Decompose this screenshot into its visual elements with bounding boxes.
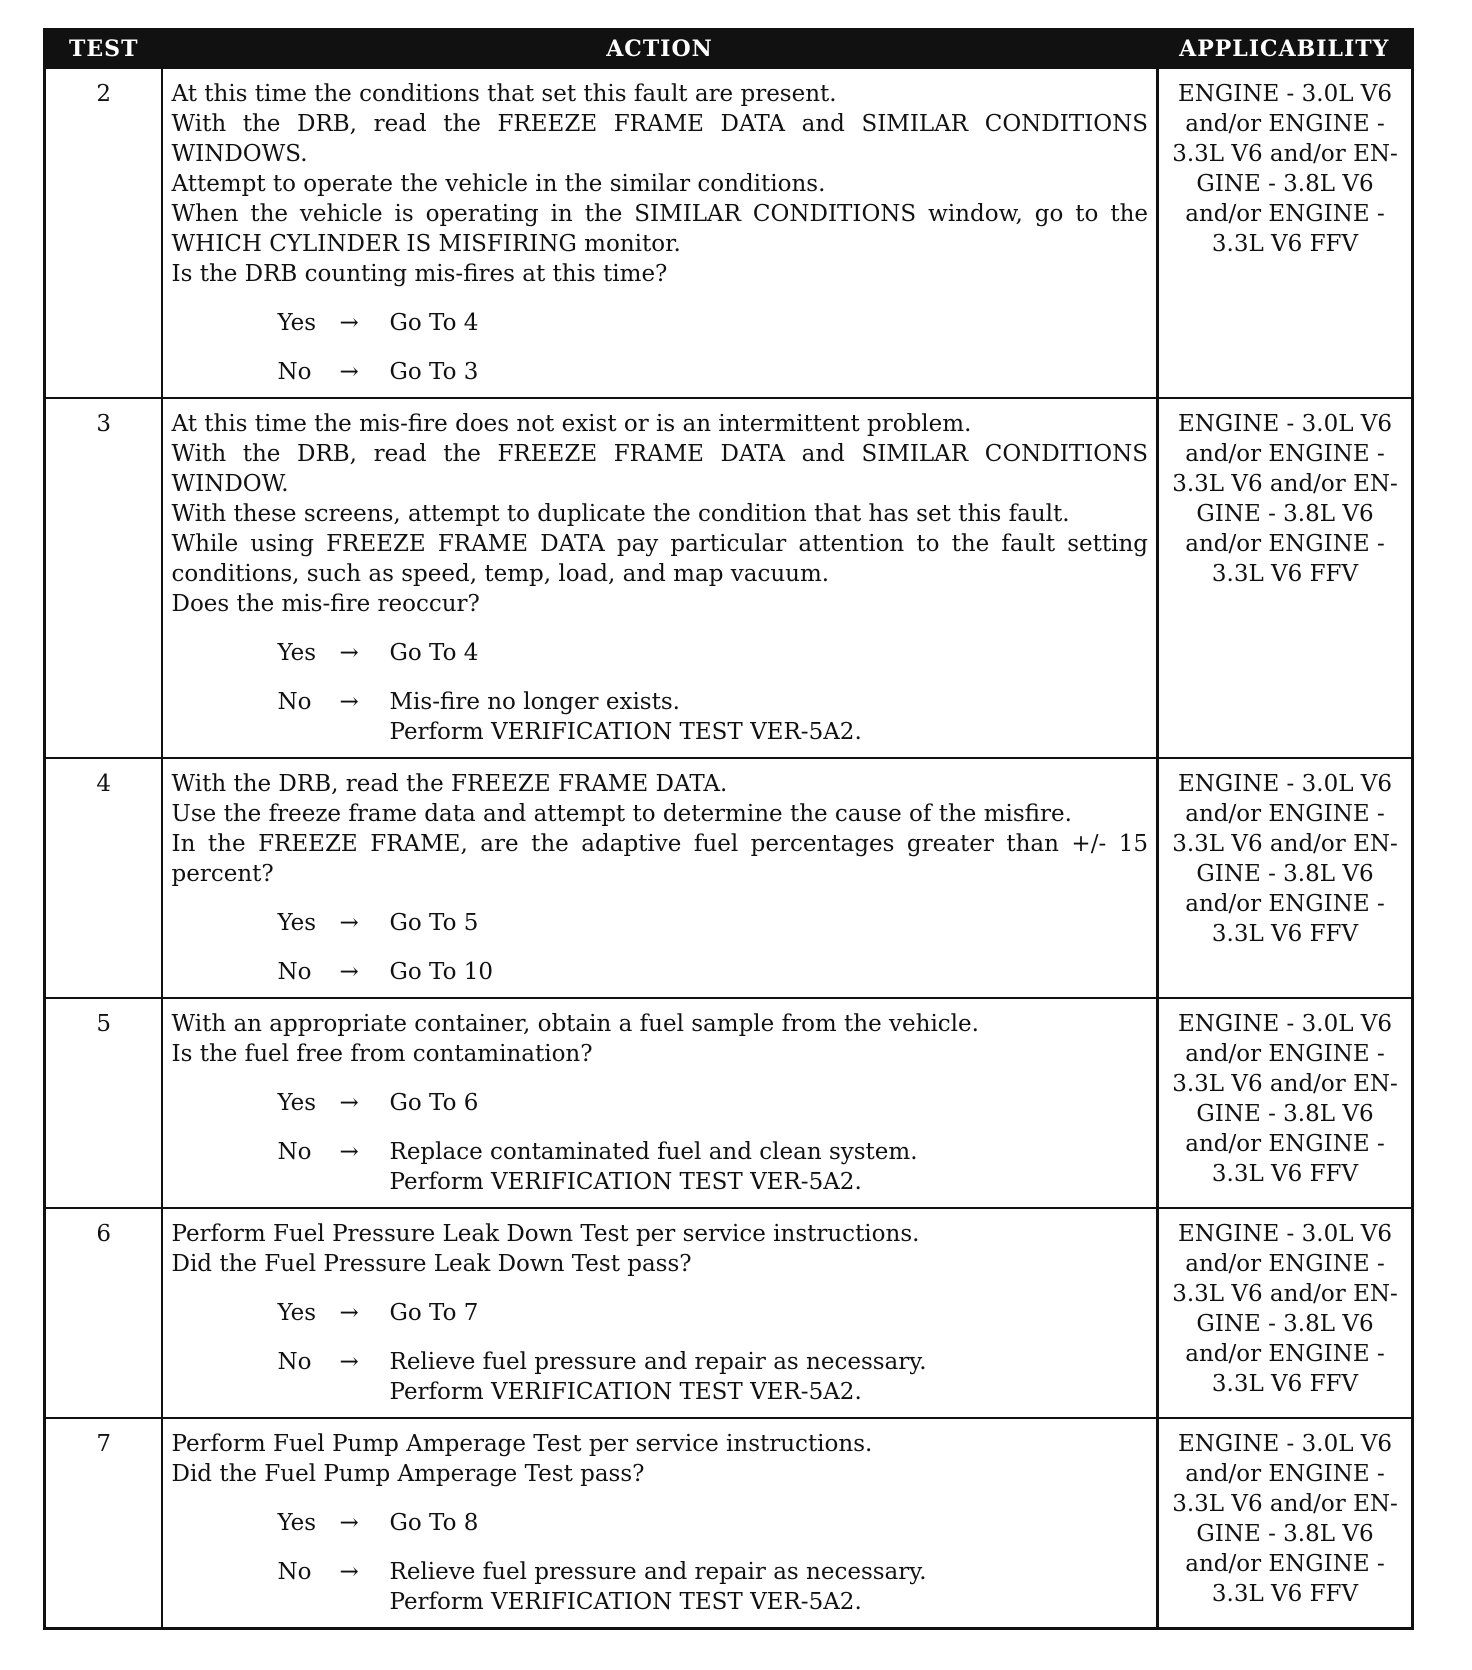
- action-text-line: At this time the mis-fire does not exist or is an intermittent problem.: [171, 411, 972, 437]
- header-test: TEST: [45, 30, 162, 69]
- yes-choice: [278, 1088, 1149, 1118]
- table-row: [45, 758, 1413, 998]
- test-number: 7: [45, 1418, 162, 1629]
- applicability-line: 3.3L V6 FFV: [1211, 231, 1359, 257]
- yes-label: Yes: [277, 310, 317, 336]
- action-text-line: With the DRB, read the FREEZE FRAME DATA.: [171, 771, 728, 797]
- no-label: No: [277, 1349, 312, 1375]
- no-choice: [278, 687, 1149, 747]
- applicability-line: GINE - 3.8L V6: [1196, 1101, 1374, 1127]
- right-arrow-icon: →: [339, 1300, 359, 1326]
- diagnostic-procedure-page: [43, 28, 1411, 1630]
- applicability-line: ENGINE - 3.0L V6: [1177, 771, 1393, 797]
- action-cell: [162, 398, 1158, 758]
- table-row: [45, 1208, 1413, 1418]
- right-arrow-icon: →: [339, 959, 359, 985]
- header-action: ACTION: [162, 30, 1158, 69]
- applicability-line: 3.3L V6 and/or EN-: [1172, 471, 1398, 497]
- action-cell: [162, 758, 1158, 998]
- applicability-line: and/or ENGINE -: [1185, 1551, 1385, 1577]
- applicability-cell: [1158, 398, 1413, 758]
- action-text-line: Is the DRB counting mis-fires at this time?: [171, 261, 668, 287]
- test-number: 2: [45, 68, 162, 398]
- yes-result: [390, 1088, 1149, 1118]
- right-arrow-icon: →: [339, 1139, 359, 1165]
- applicability-cell: [1158, 1418, 1413, 1629]
- table-header: [45, 30, 1413, 69]
- no-result-line: Perform VERIFICATION TEST VER-5A2.: [389, 1379, 862, 1405]
- right-arrow-icon: →: [339, 359, 359, 385]
- yes-result-line: Go To 5: [389, 910, 479, 936]
- applicability-line: and/or ENGINE -: [1185, 531, 1385, 557]
- table-row: [45, 398, 1413, 758]
- action-text-line: In the FREEZE FRAME, are the adaptive fuel percentages greater than +/- 15 percent?: [171, 831, 1148, 887]
- yes-choice: [278, 908, 1149, 938]
- applicability-line: and/or ENGINE -: [1185, 1041, 1385, 1067]
- action-text-line: Attempt to operate the vehicle in the similar conditions.: [171, 171, 826, 197]
- applicability-line: 3.3L V6 and/or EN-: [1172, 1281, 1398, 1307]
- action-cell: [162, 1208, 1158, 1418]
- answer-choices: [172, 308, 1149, 387]
- action-text-line: With an appropriate container, obtain a fuel sample from the vehicle.: [171, 1011, 979, 1037]
- action-text-line: Does the mis-fire reoccur?: [171, 591, 480, 617]
- right-arrow-icon: →: [339, 689, 359, 715]
- action-text-line: With the DRB, read the FREEZE FRAME DATA and SIMILAR CONDITIONS WINDOWS.: [171, 111, 1148, 167]
- action-text-line: Use the freeze frame data and attempt to determine the cause of the misfire.: [171, 801, 1072, 827]
- no-result-line: Perform VERIFICATION TEST VER-5A2.: [389, 1169, 862, 1195]
- applicability-line: 3.3L V6 and/or EN-: [1172, 831, 1398, 857]
- no-result: [390, 957, 1149, 987]
- no-label: No: [277, 1559, 312, 1585]
- answer-choices: [172, 908, 1149, 987]
- yes-result: [390, 1508, 1149, 1538]
- no-choice: [278, 1347, 1149, 1407]
- test-number: 4: [45, 758, 162, 998]
- action-text-line: With these screens, attempt to duplicate the condition that has set this fault.: [171, 501, 1070, 527]
- applicability-line: 3.3L V6 and/or EN-: [1172, 141, 1398, 167]
- applicability-line: ENGINE - 3.0L V6: [1177, 1011, 1393, 1037]
- applicability-line: and/or ENGINE -: [1185, 1251, 1385, 1277]
- no-choice: [278, 1137, 1149, 1197]
- yes-choice: [278, 308, 1149, 338]
- no-choice: [278, 357, 1149, 387]
- applicability-line: and/or ENGINE -: [1185, 441, 1385, 467]
- action-text-line: Is the fuel free from contamination?: [171, 1041, 593, 1067]
- applicability-line: GINE - 3.8L V6: [1196, 1311, 1374, 1337]
- action-cell: [162, 998, 1158, 1208]
- action-text-line: Perform Fuel Pump Amperage Test per service instructions.: [171, 1431, 873, 1457]
- applicability-line: 3.3L V6 FFV: [1211, 1371, 1359, 1397]
- yes-result-line: Go To 6: [389, 1090, 479, 1116]
- applicability-line: 3.3L V6 FFV: [1211, 1581, 1359, 1607]
- no-result-line: Perform VERIFICATION TEST VER-5A2.: [389, 719, 862, 745]
- action-cell: [162, 1418, 1158, 1629]
- yes-result: [390, 1298, 1149, 1328]
- yes-label: Yes: [277, 640, 317, 666]
- applicability-cell: [1158, 998, 1413, 1208]
- right-arrow-icon: →: [339, 1559, 359, 1585]
- action-text-line: At this time the conditions that set this fault are present.: [171, 81, 837, 107]
- applicability-line: GINE - 3.8L V6: [1196, 861, 1374, 887]
- no-result: [390, 1347, 1149, 1407]
- yes-result: [390, 908, 1149, 938]
- no-result: [390, 357, 1149, 387]
- action-text-line: When the vehicle is operating in the SIMILAR CONDITIONS window, go to the WHICH CYLINDER IS MISFIRING monitor.: [171, 201, 1148, 257]
- answer-choices: [172, 1298, 1149, 1407]
- table-row: [45, 998, 1413, 1208]
- no-result-line: Relieve fuel pressure and repair as necessary.: [389, 1349, 927, 1375]
- no-result-line: Go To 10: [389, 959, 494, 985]
- applicability-line: ENGINE - 3.0L V6: [1177, 1221, 1393, 1247]
- diagnostic-test-table: [43, 28, 1414, 1630]
- applicability-line: 3.3L V6 FFV: [1211, 561, 1359, 587]
- applicability-cell: [1158, 1208, 1413, 1418]
- yes-choice: [278, 1508, 1149, 1538]
- applicability-line: ENGINE - 3.0L V6: [1177, 411, 1393, 437]
- applicability-line: ENGINE - 3.0L V6: [1177, 1431, 1393, 1457]
- yes-result-line: Go To 4: [389, 640, 479, 666]
- right-arrow-icon: →: [339, 1090, 359, 1116]
- yes-label: Yes: [277, 910, 317, 936]
- applicability-line: and/or ENGINE -: [1185, 1461, 1385, 1487]
- applicability-line: 3.3L V6 and/or EN-: [1172, 1491, 1398, 1517]
- action-text-line: While using FREEZE FRAME DATA pay particular attention to the fault setting conditions, such as speed, temp, load, and map vacuum.: [171, 531, 1148, 587]
- no-label: No: [277, 359, 312, 385]
- applicability-line: GINE - 3.8L V6: [1196, 501, 1374, 527]
- action-text-line: With the DRB, read the FREEZE FRAME DATA and SIMILAR CONDITIONS WINDOW.: [171, 441, 1148, 497]
- test-number: 3: [45, 398, 162, 758]
- right-arrow-icon: →: [339, 310, 359, 336]
- header-applicability: APPLICABILITY: [1158, 30, 1413, 69]
- no-result: [390, 687, 1149, 747]
- yes-label: Yes: [277, 1510, 317, 1536]
- yes-result-line: Go To 7: [389, 1300, 479, 1326]
- yes-result-line: Go To 4: [389, 310, 479, 336]
- applicability-line: GINE - 3.8L V6: [1196, 171, 1374, 197]
- no-label: No: [277, 959, 312, 985]
- applicability-cell: [1158, 68, 1413, 398]
- applicability-line: and/or ENGINE -: [1185, 891, 1385, 917]
- no-result: [390, 1137, 1149, 1197]
- table-body: [45, 68, 1413, 1629]
- test-number: 5: [45, 998, 162, 1208]
- applicability-line: and/or ENGINE -: [1185, 201, 1385, 227]
- applicability-line: and/or ENGINE -: [1185, 801, 1385, 827]
- no-result: [390, 1557, 1149, 1617]
- applicability-line: 3.3L V6 FFV: [1211, 921, 1359, 947]
- no-choice: [278, 957, 1149, 987]
- applicability-line: and/or ENGINE -: [1185, 1341, 1385, 1367]
- no-choice: [278, 1557, 1149, 1617]
- no-label: No: [277, 1139, 312, 1165]
- test-number: 6: [45, 1208, 162, 1418]
- applicability-cell: [1158, 758, 1413, 998]
- applicability-line: and/or ENGINE -: [1185, 111, 1385, 137]
- right-arrow-icon: →: [339, 1510, 359, 1536]
- applicability-line: ENGINE - 3.0L V6: [1177, 81, 1393, 107]
- yes-result: [390, 308, 1149, 338]
- no-result-line: Replace contaminated fuel and clean system.: [389, 1139, 918, 1165]
- answer-choices: [172, 1508, 1149, 1617]
- header-row: [45, 30, 1413, 69]
- applicability-line: and/or ENGINE -: [1185, 1131, 1385, 1157]
- yes-label: Yes: [277, 1090, 317, 1116]
- action-cell: [162, 68, 1158, 398]
- no-result-line: Go To 3: [389, 359, 479, 385]
- answer-choices: [172, 1088, 1149, 1197]
- no-label: No: [277, 689, 312, 715]
- action-text-line: Did the Fuel Pressure Leak Down Test pass?: [171, 1251, 692, 1277]
- applicability-line: 3.3L V6 FFV: [1211, 1161, 1359, 1187]
- right-arrow-icon: →: [339, 1349, 359, 1375]
- table-row: [45, 68, 1413, 398]
- action-text-line: Did the Fuel Pump Amperage Test pass?: [171, 1461, 645, 1487]
- table-row: [45, 1418, 1413, 1629]
- yes-choice: [278, 1298, 1149, 1328]
- applicability-line: GINE - 3.8L V6: [1196, 1521, 1374, 1547]
- applicability-line: 3.3L V6 and/or EN-: [1172, 1071, 1398, 1097]
- yes-choice: [278, 638, 1149, 668]
- yes-result-line: Go To 8: [389, 1510, 479, 1536]
- no-result-line: Perform VERIFICATION TEST VER-5A2.: [389, 1589, 862, 1615]
- answer-choices: [172, 638, 1149, 747]
- yes-result: [390, 638, 1149, 668]
- right-arrow-icon: →: [339, 910, 359, 936]
- no-result-line: Mis-fire no longer exists.: [389, 689, 680, 715]
- action-text-line: Perform Fuel Pressure Leak Down Test per service instructions.: [171, 1221, 920, 1247]
- yes-label: Yes: [277, 1300, 317, 1326]
- no-result-line: Relieve fuel pressure and repair as necessary.: [389, 1559, 927, 1585]
- right-arrow-icon: →: [339, 640, 359, 666]
